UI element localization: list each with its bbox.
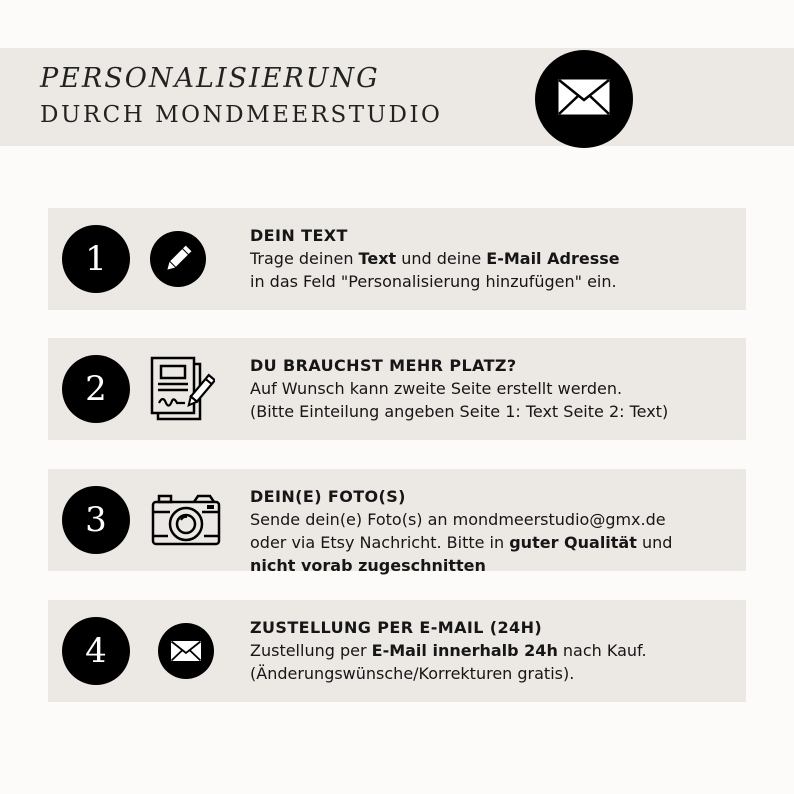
step-title-4: ZUSTELLUNG PER E-MAIL (24H): [250, 618, 543, 637]
step-card-1: [48, 208, 746, 310]
step-text-2: [250, 354, 740, 423]
step-number-2: 2: [62, 355, 130, 423]
step-text-fragment: Trage deinen: [250, 249, 359, 268]
step-number-3: 3: [62, 486, 130, 554]
step-number-4: 4: [62, 617, 130, 685]
step-text-bold: Text: [358, 249, 397, 268]
step-line-3-3: [250, 554, 740, 577]
step-line-2-1: Auf Wunsch kann zweite Seite erstellt werden.: [250, 379, 623, 398]
header-banner: [0, 48, 794, 146]
header-envelope-badge: [535, 50, 633, 148]
pencil-icon: [150, 231, 206, 287]
camera-icon: [150, 491, 222, 549]
step-title-1: DEIN TEXT: [250, 226, 348, 245]
step-text-1: [250, 224, 740, 293]
step-text-bold: guter Qualität: [509, 533, 637, 552]
step-line-1-2: in das Feld "Personalisierung hinzufügen" ein.: [250, 272, 617, 291]
step-text-fragment: und deine: [396, 249, 487, 268]
step-text-3: [250, 485, 740, 577]
step-line-1-1: [250, 247, 740, 270]
step-card-4: [48, 600, 746, 702]
step-title-3: DEIN(E) FOTO(S): [250, 487, 406, 506]
step-text-bold: nicht vorab zugeschnitten: [250, 556, 486, 575]
step-line-3-2: [250, 531, 740, 554]
step-line-2-2: (Bitte Einteilung angeben Seite 1: Text Seite 2: Text): [250, 402, 669, 421]
step-line-4-1: [250, 639, 740, 662]
envelope-icon: [158, 623, 214, 679]
document-signature-icon: [148, 354, 216, 424]
step-line-4-2: (Änderungswünsche/Korrekturen gratis).: [250, 664, 575, 683]
step-card-3: [48, 469, 746, 575]
step-card-2: [48, 338, 746, 440]
header-title-line1: PERSONALISIERUNG: [40, 63, 380, 94]
step-text-bold: E-Mail Adresse: [486, 249, 620, 268]
step-title-2: DU BRAUCHST MEHR PLATZ?: [250, 356, 517, 375]
envelope-icon: [557, 78, 611, 120]
step-text-fragment: Zustellung per: [250, 641, 372, 660]
step-number-1: 1: [62, 225, 130, 293]
step-text-fragment: nach Kauf.: [557, 641, 647, 660]
step-text-fragment: oder via Etsy Nachricht. Bitte in: [250, 533, 510, 552]
step-text-bold: E-Mail innerhalb 24h: [371, 641, 558, 660]
header-title-line2: DURCH MONDMEERSTUDIO: [40, 102, 443, 128]
step-line-3-1: Sende dein(e) Foto(s) an mondmeerstudio@gmx.de: [250, 510, 666, 529]
step-text-fragment: und: [636, 533, 673, 552]
step-text-4: [250, 616, 740, 685]
